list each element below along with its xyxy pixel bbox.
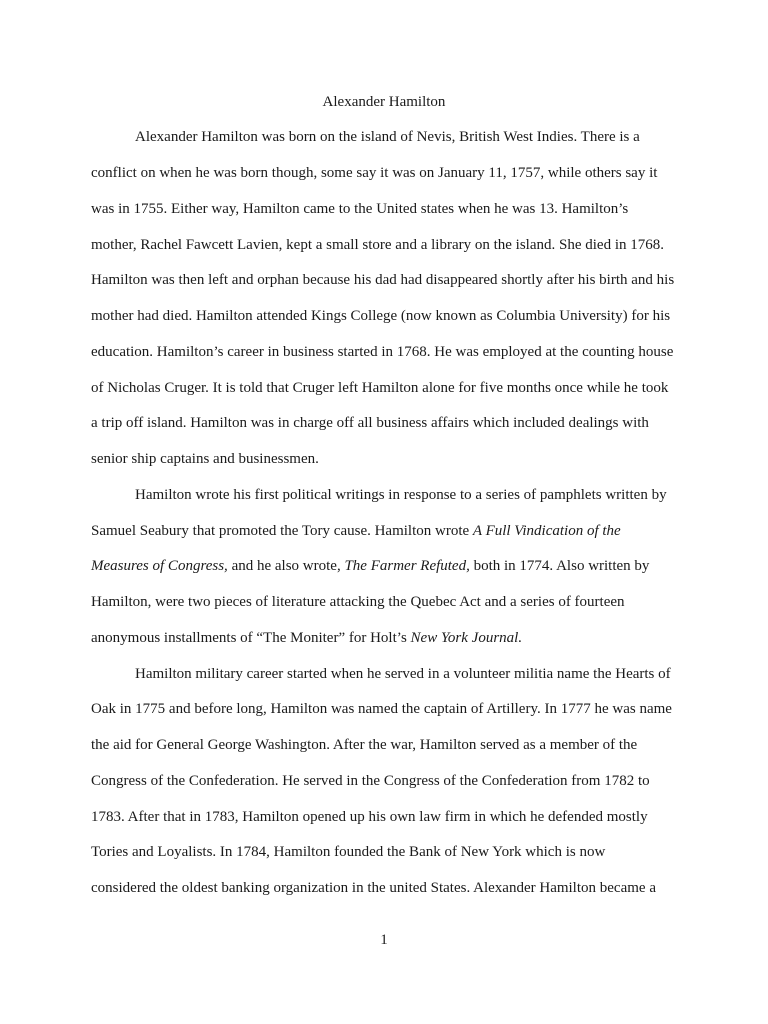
text-run: 1783. After that in 1783, Hamilton opened up his own law firm in which he defended mostly — [91, 809, 648, 825]
text-line — [91, 807, 648, 827]
text-run: mother, Rachel Fawcett Lavien, kept a small store and a library on the island. She died in 1768. — [91, 237, 664, 253]
text-line — [91, 199, 628, 219]
text-line — [91, 306, 670, 326]
text-run: Oak in 1775 and before long, Hamilton was named the captain of Artillery. In 1777 he was name — [91, 701, 672, 717]
italic-title-text: New York Journal. — [410, 630, 523, 646]
text-run: Hamilton military career started when he served in a volunteer militia name the Hearts of — [135, 666, 671, 682]
text-line — [91, 771, 650, 791]
text-run: Alexander Hamilton was born on the island of Nevis, British West Indies. There is a — [135, 129, 640, 145]
text-line — [91, 556, 649, 576]
text-run: Hamilton wrote his first political writings in response to a series of pamphlets written by — [135, 487, 667, 503]
text-run: and he also wrote, — [227, 558, 345, 574]
text-line — [91, 592, 625, 612]
text-run: Hamilton was then left and orphan because his dad had disappeared shortly after his birth and his — [91, 272, 675, 288]
text-line — [91, 235, 664, 255]
text-run: the aid for General George Washington. After the war, Hamilton served as a member of the — [91, 737, 638, 753]
text-line — [91, 521, 621, 541]
text-run: of Nicholas Cruger. It is told that Cruger left Hamilton alone for five months once while he took — [91, 380, 669, 396]
document-title: Alexander Hamilton — [322, 94, 446, 110]
text-line — [91, 449, 319, 469]
text-run: mother had died. Hamilton attended Kings College (now known as Columbia University) for his — [91, 308, 671, 324]
text-line — [91, 163, 657, 183]
text-run: education. Hamilton’s career in business started in 1768. He was employed at the counting house — [91, 344, 674, 360]
text-line — [91, 413, 649, 433]
text-line — [91, 735, 637, 755]
text-line — [91, 699, 672, 719]
text-line — [91, 342, 673, 362]
text-run: conflict on when he was born though, some say it was on January 11, 1757, while others say it — [91, 165, 658, 181]
text-run: a trip off island. Hamilton was in charge off all business affairs which included dealings with — [91, 415, 649, 431]
text-run: Hamilton, were two pieces of literature attacking the Quebec Act and a series of fourteen — [91, 594, 625, 610]
text-run: considered the oldest banking organization in the united States. Alexander Hamilton became a — [91, 880, 656, 896]
text-run: senior ship captains and businessmen. — [91, 451, 319, 467]
italic-title-text: Measures of Congress, — [91, 558, 228, 574]
italic-title-text: The Farmer Refuted, — [344, 558, 470, 574]
italic-title-text: A Full Vindication of the — [472, 523, 621, 539]
text-run: anonymous installments of “The Moniter” for Holt’s — [91, 630, 411, 646]
text-line — [91, 378, 668, 398]
text-line — [91, 628, 522, 648]
text-line — [135, 127, 640, 147]
text-run: Tories and Loyalists. In 1784, Hamilton founded the Bank of New York which is now — [91, 844, 606, 860]
text-line — [91, 842, 605, 862]
text-run: Samuel Seabury that promoted the Tory cause. Hamilton wrote — [91, 523, 473, 539]
text-line — [135, 664, 671, 684]
text-line — [135, 485, 667, 505]
page-number: 1 — [380, 932, 388, 948]
text-run: both in 1774. Also written by — [469, 558, 650, 574]
text-run: Congress of the Confederation. He served in the Congress of the Confederation from 1782 to — [91, 773, 650, 789]
text-line — [91, 878, 656, 898]
text-run: was in 1755. Either way, Hamilton came to the United states when he was 13. Hamilton’s — [91, 201, 629, 217]
text-line — [91, 270, 674, 290]
